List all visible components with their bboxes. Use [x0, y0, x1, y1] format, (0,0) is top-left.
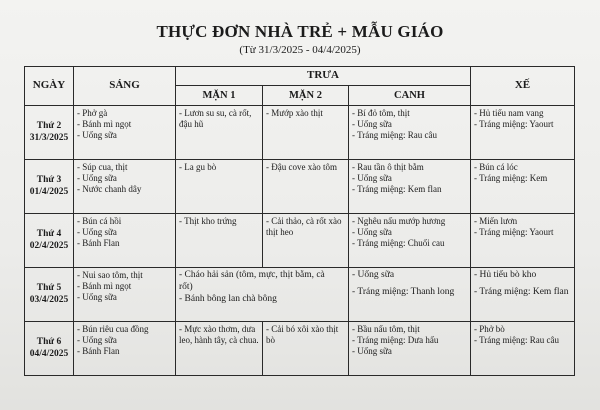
afternoon-cell [471, 321, 575, 375]
day-date: 31/3/2025 [29, 133, 69, 144]
menu-item: - Lươn su su, cà rốt, [179, 107, 252, 118]
header-man2: MẶN 2 [263, 85, 349, 105]
menu-item: - Tráng miệng: Rau câu [474, 335, 559, 346]
day-cell [25, 267, 74, 321]
table-row [25, 105, 575, 159]
menu-item: - Tráng miệng: Yaourt [474, 227, 554, 238]
day-cell [25, 213, 74, 267]
menu-item: rốt) [179, 281, 193, 292]
day-date: 01/4/2025 [29, 187, 69, 198]
man2-cell [263, 321, 349, 375]
man1-cell [176, 105, 263, 159]
man2-cell [263, 213, 349, 267]
table-row [25, 159, 575, 213]
menu-item: - Miến lươn [474, 215, 518, 226]
menu-item: - Uống sữa [77, 335, 117, 346]
day-name: Thứ 2 [36, 120, 62, 131]
menu-item: - Mực xào thơm, dưa [179, 323, 256, 334]
breakfast-cell [74, 267, 176, 321]
menu-item: - Bánh Flan [77, 346, 120, 357]
menu-item: - Uống sữa [77, 292, 117, 303]
menu-item: - Súp cua, thịt [77, 161, 128, 172]
menu-item: - Tráng miệng: Thanh long [352, 286, 455, 297]
menu-item: thịt heo [266, 227, 294, 238]
soup-cell [349, 321, 471, 375]
menu-item: - Cháo hải sản (tôm, mực, thịt bằm, cà [179, 269, 325, 280]
day-name: Thứ 3 [36, 174, 62, 185]
menu-item: - Tráng miệng: Yaourt [474, 119, 554, 130]
header-breakfast: SÁNG [74, 67, 176, 106]
menu-item: - Hủ tiếu bò kho [474, 269, 537, 280]
menu-item: - Bún cá lóc [474, 161, 518, 172]
soup-cell [349, 213, 471, 267]
menu-item: - Uống sữa [352, 227, 392, 238]
breakfast-cell [74, 213, 176, 267]
day-date: 03/4/2025 [29, 295, 69, 306]
menu-item: - Bún cá hồi [77, 215, 122, 226]
header-soup: CANH [349, 85, 471, 105]
menu-item: - Nui sao tôm, thịt [77, 269, 143, 280]
menu-item: - Hủ tiếu nam vang [474, 107, 544, 118]
menu-item: - Tráng miệng: Chuối cau [352, 238, 445, 249]
breakfast-cell [74, 159, 176, 213]
menu-item: - Đậu cove xào tôm [266, 161, 337, 172]
menu-item: - Tráng miệng: Rau câu [352, 130, 437, 141]
menu-item: - Bánh mì ngọt [77, 281, 132, 292]
breakfast-cell [74, 105, 176, 159]
menu-item: - Tráng miệng: Kem flan [352, 184, 442, 195]
menu-item: - Bánh mì ngọt [77, 119, 132, 130]
man1-cell [176, 213, 263, 267]
man1-cell [176, 321, 263, 375]
day-name: Thứ 6 [36, 336, 62, 347]
menu-item: - Bầu nấu tôm, thịt [352, 323, 420, 334]
menu-item: - Uống sữa [352, 119, 392, 130]
menu-item: leo, hành tây, cà chua. [179, 335, 259, 346]
menu-item: - Thịt kho trứng [179, 215, 237, 226]
man2-cell [263, 105, 349, 159]
afternoon-cell [471, 105, 575, 159]
menu-item: - Uống sữa [352, 346, 392, 357]
menu-item: - Bánh bông lan chà bông [179, 293, 277, 304]
man12-merged-cell [176, 267, 349, 321]
menu-item: - Mướp xào thịt [266, 107, 323, 118]
header-lunch: TRƯA [176, 67, 471, 86]
menu-item: - Nghêu nấu mướp hương [352, 215, 446, 226]
man2-cell [263, 159, 349, 213]
day-name: Thứ 4 [36, 228, 62, 239]
table-row [25, 267, 575, 321]
menu-item: - Uống sữa [77, 173, 117, 184]
table-row [25, 321, 575, 375]
menu-item: đậu hũ [179, 119, 204, 130]
menu-date-range: (Từ 31/3/2025 - 04/4/2025) [239, 44, 361, 56]
menu-item: - Bánh Flan [77, 238, 120, 249]
menu-item: - Phở bò [474, 323, 505, 334]
menu-item: - Bí đỏ tôm, thịt [352, 107, 410, 118]
menu-item: - Rau tần ô thịt bằm [352, 161, 424, 172]
menu-item: - Uống sữa [352, 269, 395, 280]
menu-item: - La gu bò [179, 161, 217, 172]
day-date: 02/4/2025 [29, 241, 69, 252]
day-cell [25, 321, 74, 375]
header-man1: MẶN 1 [176, 85, 263, 105]
header-day: NGÀY [25, 67, 74, 106]
man1-cell [176, 159, 263, 213]
menu-title: THỰC ĐƠN NHÀ TRẺ + MẪU GIÁO [156, 22, 444, 41]
day-cell [25, 105, 74, 159]
menu-item: - Uống sữa [352, 173, 392, 184]
soup-cell [349, 267, 471, 321]
menu-item: - Phở gà [77, 107, 108, 118]
menu-item: bò [266, 335, 275, 346]
menu-item: - Tráng miệng: Kem flan [474, 286, 569, 297]
day-date: 04/4/2025 [29, 349, 69, 360]
menu-item: - Uống sữa [77, 227, 117, 238]
header-afternoon: XẾ [471, 67, 575, 106]
breakfast-cell [74, 321, 176, 375]
menu-item: - Tráng miệng: Kem [474, 173, 548, 184]
menu-item: - Nước chanh dây [77, 184, 142, 195]
menu-table [24, 66, 575, 376]
menu-item: - Bún riêu cua đồng [77, 323, 149, 334]
day-cell [25, 159, 74, 213]
afternoon-cell [471, 267, 575, 321]
menu-item: - Cải thảo, cà rốt xào [266, 215, 342, 226]
menu-item: - Tráng miệng: Dưa hấu [352, 335, 439, 346]
day-name: Thứ 5 [36, 282, 62, 293]
menu-item: - Cải bó xôi xào thịt [266, 323, 339, 334]
afternoon-cell [471, 213, 575, 267]
afternoon-cell [471, 159, 575, 213]
table-row [25, 213, 575, 267]
menu-item: - Uống sữa [77, 130, 117, 141]
soup-cell [349, 105, 471, 159]
soup-cell [349, 159, 471, 213]
